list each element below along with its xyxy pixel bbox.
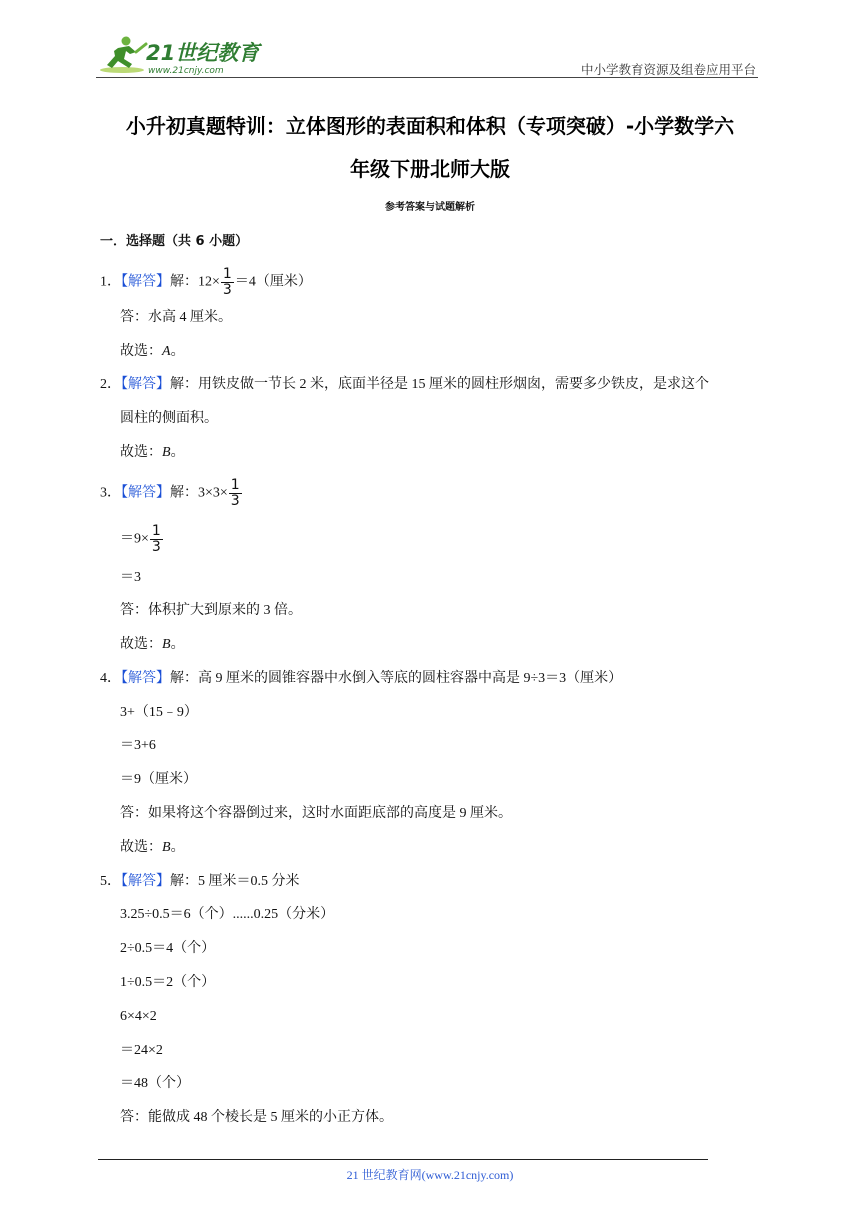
q4-choice: 故选：B。 [120,840,185,855]
q4-solution: 4．【解答】解：高 9 厘米的圆锥容器中水倒入等底的圆柱容器中高是 9÷3＝3（厘米） [100,671,623,686]
q3-choice: 故选：B。 [120,637,185,652]
q3-step2: ＝9× $\frac{1}{3}$ [120,523,161,555]
q4-answer: 答：如果将这个容器倒过来，这时水面距底部的高度是 9 厘米。 [120,806,512,821]
q5-answer: 答：能做成 48 个棱长是 5 厘米的小正方体。 [120,1110,393,1125]
page-subtitle: 参考答案与试题解析 [385,202,475,213]
q5-step6: ＝24×2 [120,1043,163,1058]
q3-fraction: $\frac{1}{3}$ [230,477,240,509]
q1-number: 1． [100,274,121,290]
svg-text:21世纪教育: 21世纪教育 [146,41,260,65]
q3-solution: 3．【解答】解：3×3× $\frac{1}{3}$ [100,477,240,509]
q4-step4: ＝9（厘米） [120,772,197,787]
q3-fraction-2: $\frac{1}{3}$ [151,523,161,555]
footer-site-link[interactable]: 21 世纪教育网(www.21cnjy.com) [346,1168,514,1182]
q4-step2: 3+（15﹣9） [120,705,198,720]
q5-step4: 1÷0.5＝2（个） [120,975,216,990]
q5-step7: ＝48（个） [120,1076,190,1091]
q3-step3: ＝3 [120,570,141,585]
q1-fraction: $\frac{1}{3}$ [222,266,232,298]
page-title-line1: 小升初真题特训：立体图形的表面积和体积（专项突破）-小学数学六 [125,114,735,138]
page-title-line2: 年级下册北师大版 [350,157,510,181]
q1-tag: 【解答】 [121,274,170,290]
q3-answer: 答：体积扩大到原来的 3 倍。 [120,603,302,618]
q5-solution: 5．【解答】解：5 厘米＝0.5 分米 [100,874,300,889]
q2-choice: 故选：B。 [120,445,185,460]
q2-solution-cont: 圆柱的侧面积。 [120,411,218,426]
site-logo [96,32,266,78]
footer-divider [98,1159,708,1160]
header-divider [96,77,758,78]
header-platform-text: 中小学教育资源及组卷应用平台 [580,63,756,77]
page-header [96,32,758,80]
q1-choice: 故选：A。 [120,344,185,359]
q5-step3: 2÷0.5＝4（个） [120,941,216,956]
q4-step3: ＝3+6 [120,738,156,753]
runner-logo-icon [96,32,266,78]
section-heading: 一．选择题（共 6 小题） [100,234,249,249]
q5-step2: 3.25÷0.5＝6（个）......0.25（分米） [120,907,335,922]
q1-answer: 答：水高 4 厘米。 [120,310,232,325]
q5-step5: 6×4×2 [120,1009,157,1024]
svg-text:www.21cnjy.com: www.21cnjy.com [148,66,224,76]
q2-solution: 2．【解答】解：用铁皮做一节长 2 米，底面半径是 15 厘米的圆柱形烟囱，需要多少铁皮，是求这个 [100,377,709,392]
q1-solution: 1．【解答】解：12× $\frac{1}{3}$ ＝4（厘米） [100,266,312,298]
